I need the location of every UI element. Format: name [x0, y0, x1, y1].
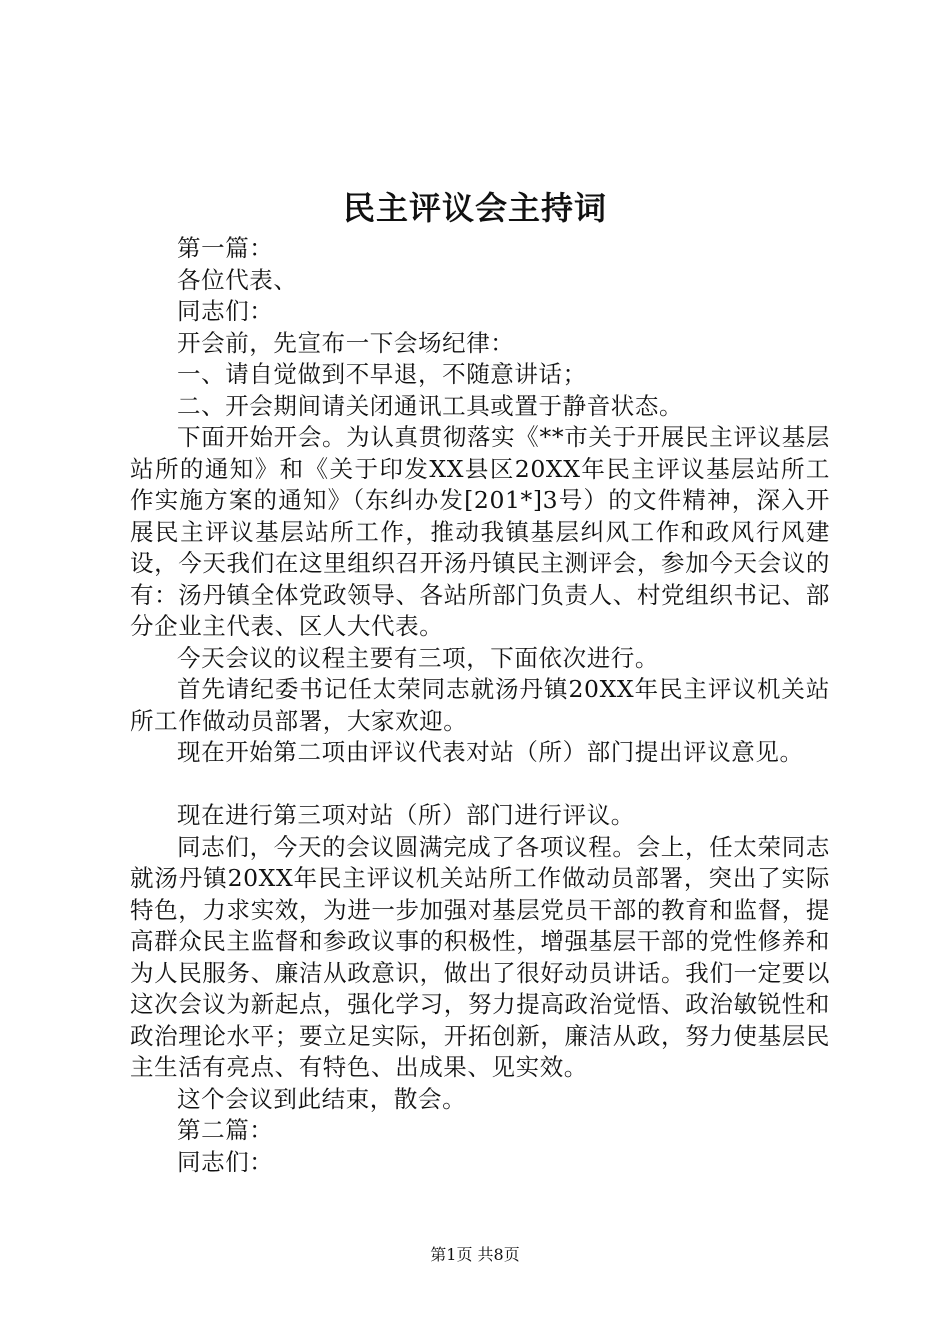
paragraph: 首先请纪委书记任太荣同志就汤丹镇20XX年民主评议机关站所工作做动员部署，大家欢迎。 — [130, 675, 830, 735]
paragraph: 第二篇： — [177, 1116, 274, 1144]
paragraph: 二、开会期间请关闭通讯工具或置于静音状态。 — [177, 391, 684, 420]
paragraph: 同志们，今天的会议圆满完成了各项议程。会上，任太荣同志就汤丹镇20XX年民主评议机关站所工作做动员部署，突出了实际特色，力求实效，为进一步加强对基层党员干部的教育和监督，提高群众民主监督和参政议事的积极性，增强基层干部的党性修养和为人民服务、廉洁从政意识，做出了很好动员讲话。我们一定要以这次会议为新起点，强化学习，努力提高政治觉悟、政治敏锐性和政治理论水平；要立足实际，开拓创新，廉洁从政，努力使基层民主生活有亮点、有特色、出成果、见实效。 — [130, 832, 830, 1081]
document-body — [130, 233, 830, 1178]
paragraph: 现在开始第二项由评议代表对站（所）部门提出评议意见。 — [177, 738, 804, 766]
document-title: 民主评议会主持词 — [342, 189, 607, 227]
paragraph: 今天会议的议程主要有三项，下面依次进行。 — [177, 643, 659, 672]
paragraph: 第一篇： — [177, 234, 274, 262]
paragraph: 各位代表、 — [177, 265, 298, 294]
paragraph: 开会前，先宣布一下会场纪律： — [177, 328, 515, 357]
paragraph: 同志们： — [177, 297, 274, 325]
page-number-label: 第1页 共8页 — [430, 1245, 520, 1264]
paragraph: 现在进行第三项对站（所）部门进行评议。 — [177, 801, 635, 829]
paragraph: 下面开始开会。为认真贯彻落实《**市关于开展民主评议基层站所的通知》和《关于印发XX县区20XX年民主评议基层站所工作实施方案的通知》（东纠办发[201*]3号）的文件精神，深入开展民主评议基层站所工作，推动我镇基层纠风工作和政风行风建设，今天我们在这里组织召开汤丹镇民主测评会，参加今天会议的有：汤丹镇全体党政领导、各站所部门负责人、村党组织书记、部分企业主代表、区人大代表。 — [130, 423, 830, 640]
paragraph: 这个会议到此结束，散会。 — [177, 1084, 467, 1113]
paragraph: 一、请自觉做到不早退，不随意讲话； — [177, 360, 587, 388]
paragraph: 同志们： — [177, 1147, 274, 1176]
page-footer — [0, 1243, 950, 1267]
